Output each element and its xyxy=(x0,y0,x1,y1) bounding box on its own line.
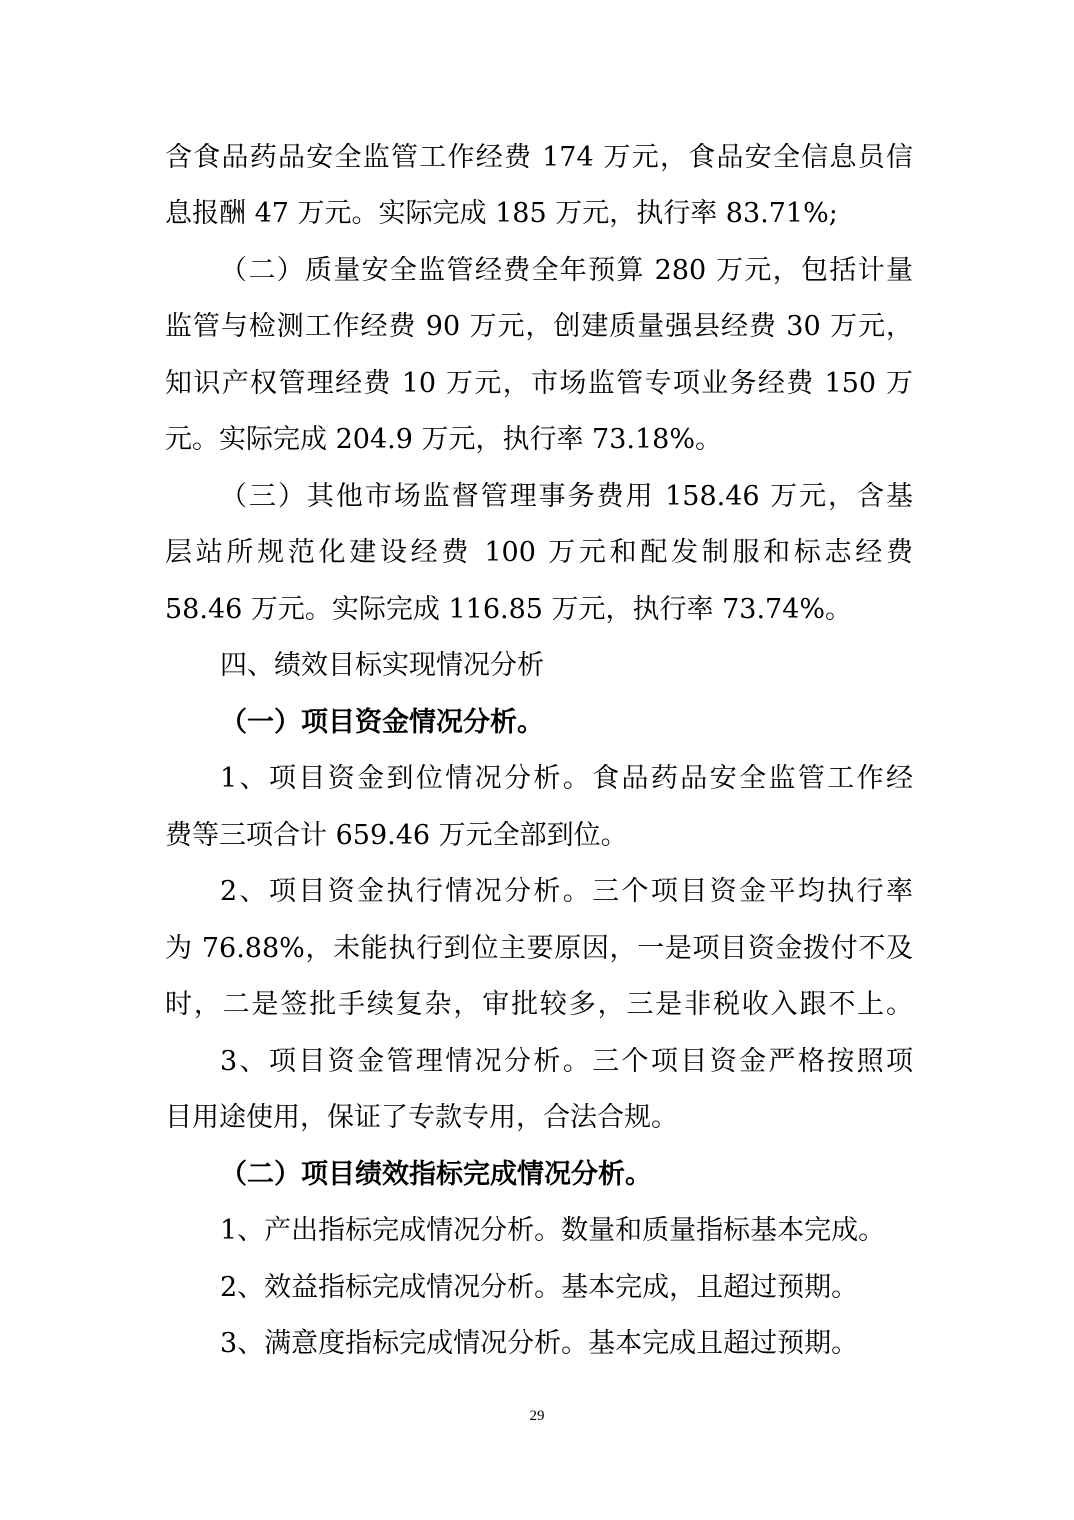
paragraph-line: 元。实际完成 204.9 万元，执行率 73.18%。 xyxy=(165,424,722,455)
paragraph-line: 1、产出指标完成情况分析。数量和质量指标基本完成。 xyxy=(220,1215,886,1246)
paragraph-line: 3、项目资金管理情况分析。三个项目资金严格按照项 xyxy=(220,1046,913,1077)
paragraph-line: 含食品药品安全监管工作经费 174 万元，食品安全信息员信 xyxy=(165,142,913,173)
paragraph-line: 息报酬 47 万元。实际完成 185 万元，执行率 83.71%; xyxy=(165,198,838,229)
paragraph-line: 58.46 万元。实际完成 116.85 万元，执行率 73.74%。 xyxy=(165,594,853,625)
paragraph-line: 目用途使用，保证了专款专用，合法合规。 xyxy=(165,1102,678,1133)
paragraph-line: 层站所规范化建设经费 100 万元和配发制服和标志经费 xyxy=(165,537,913,568)
section-heading: 四、绩效目标实现情况分析 xyxy=(220,650,544,681)
paragraph-line: 2、项目资金执行情况分析。三个项目资金平均执行率 xyxy=(220,876,913,907)
paragraph-line: 监管与检测工作经费 90 万元，创建质量强县经费 30 万元， xyxy=(165,311,913,342)
page-number: 29 xyxy=(529,1408,545,1424)
paragraph-line: 为 76.88%，未能执行到位主要原因，一是项目资金拨付不及 xyxy=(165,933,913,964)
paragraph-line: 时，二是签批手续复杂，审批较多，三是非税收入跟不上。 xyxy=(165,989,913,1020)
paragraph-line: （二）质量安全监管经费全年预算 280 万元，包括计量 xyxy=(220,255,913,286)
paragraph-line: 费等三项合计 659.46 万元全部到位。 xyxy=(165,820,628,851)
paragraph-line: 知识产权管理经费 10 万元，市场监管专项业务经费 150 万 xyxy=(165,368,913,399)
paragraph-line: （三）其他市场监督管理事务费用 158.46 万元，含基 xyxy=(220,481,913,512)
subsection-heading: （二）项目绩效指标完成情况分析。 xyxy=(220,1159,652,1190)
paragraph-line: 1、项目资金到位情况分析。食品药品安全监管工作经 xyxy=(220,763,913,794)
paragraph-line: 2、效益指标完成情况分析。基本完成，且超过预期。 xyxy=(220,1272,859,1303)
paragraph-line: 3、满意度指标完成情况分析。基本完成且超过预期。 xyxy=(220,1328,859,1359)
subsection-heading: （一）项目资金情况分析。 xyxy=(220,707,544,738)
